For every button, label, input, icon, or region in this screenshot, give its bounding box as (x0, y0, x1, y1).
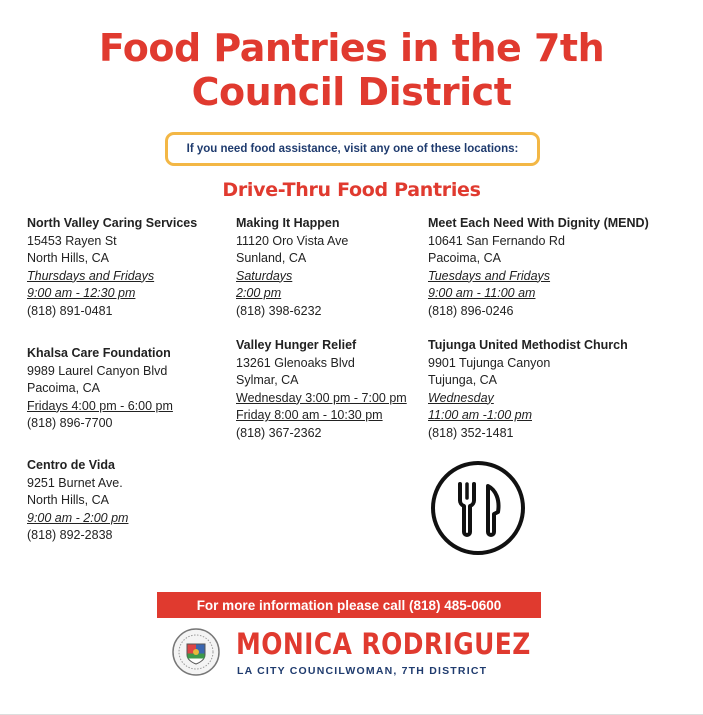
pantry-address: 13261 Glenoaks Blvd (236, 355, 355, 370)
pantry-valley-hunger-relief (236, 337, 407, 442)
title-line-2: Council District (191, 70, 512, 114)
pantry-phone: (818) 896-7700 (27, 416, 113, 430)
fork-knife-icon (430, 460, 526, 556)
pantry-schedule: Thursdays and Fridays (27, 268, 155, 283)
pantry-north-valley-caring (27, 215, 197, 320)
pantry-address: 9989 Laurel Canyon Blvd (27, 363, 168, 378)
pantry-schedule: 2:00 pm (236, 286, 282, 300)
pantry-schedule: 9:00 am - 2:00 pm (27, 510, 129, 525)
pantry-making-it-happen (236, 215, 348, 320)
pantry-schedule: 9:00 am - 11:00 am (428, 286, 536, 300)
pantry-address: 9901 Tujunga Canyon (428, 355, 551, 370)
assistance-callout (165, 132, 540, 166)
pantry-schedule: Fridays 4:00 pm - 6:00 pm (27, 398, 173, 413)
pantry-name: North Valley Caring Services (27, 216, 198, 230)
pantry-phone: (818) 398-6232 (236, 303, 322, 318)
more-info-banner (157, 592, 541, 618)
pantry-city: Pacoima, CA (428, 251, 501, 265)
section-heading: Drive-Thru Food Pantries (222, 179, 481, 201)
pantry-name: Valley Hunger Relief (236, 338, 357, 352)
pantry-khalsa-care (27, 345, 173, 433)
pantry-phone: (818) 896-0246 (428, 303, 514, 318)
pantry-schedule: Friday 8:00 am - 10:30 pm (236, 408, 383, 422)
pantry-city: North Hills, CA (27, 493, 109, 507)
pantry-city: Pacoima, CA (27, 381, 100, 395)
councilwoman-name: MONICA RODRIGUEZ (236, 627, 531, 661)
pantry-name: Making It Happen (236, 216, 340, 230)
pantry-schedule: Saturdays (236, 268, 293, 283)
pantry-name: Khalsa Care Foundation (27, 346, 171, 360)
pantry-centro-de-vida (27, 457, 128, 545)
pantry-address: 9251 Burnet Ave. (27, 475, 123, 490)
more-info-text: For more information please call (818) 485-0600 (196, 597, 502, 613)
pantry-city: North Hills, CA (27, 251, 109, 265)
pantry-name: Centro de Vida (27, 458, 115, 472)
assistance-text: If you need food assistance, visit any one of these locations: (186, 143, 519, 155)
pantry-address: 15453 Rayen St (27, 233, 117, 248)
pantry-address: 10641 San Fernando Rd (428, 233, 565, 248)
pantry-schedule: Wednesday 3:00 pm - 7:00 pm (236, 390, 407, 405)
pantry-city: Sylmar, CA (236, 373, 299, 387)
pantry-address: 11120 Oro Vista Ave (236, 233, 349, 248)
pantry-name: Meet Each Need With Dignity (MEND) (428, 216, 649, 230)
pantry-name: Tujunga United Methodist Church (428, 338, 628, 352)
title-line-1: Food Pantries in the 7th (98, 26, 605, 70)
councilwoman-title: LA CITY COUNCILWOMAN, 7TH DISTRICT (237, 665, 488, 677)
pantry-tujunga-umc (428, 337, 628, 442)
page-title (0, 26, 703, 114)
pantry-schedule: 11:00 am -1:00 pm (428, 408, 532, 422)
pantry-phone: (818) 367-2362 (236, 425, 322, 440)
pantry-phone: (818) 352-1481 (428, 425, 514, 440)
city-seal-icon (172, 628, 220, 676)
pantry-city: Sunland, CA (236, 251, 307, 265)
pantry-schedule: Tuesdays and Fridays (428, 268, 551, 283)
pantry-phone: (818) 892-2838 (27, 528, 113, 542)
pantry-city: Tujunga, CA (428, 373, 498, 387)
pantry-phone: (818) 891-0481 (27, 303, 113, 318)
pantry-schedule: Wednesday (428, 390, 494, 405)
pantry-mend (428, 215, 649, 320)
pantry-schedule: 9:00 am - 12:30 pm (27, 286, 136, 300)
